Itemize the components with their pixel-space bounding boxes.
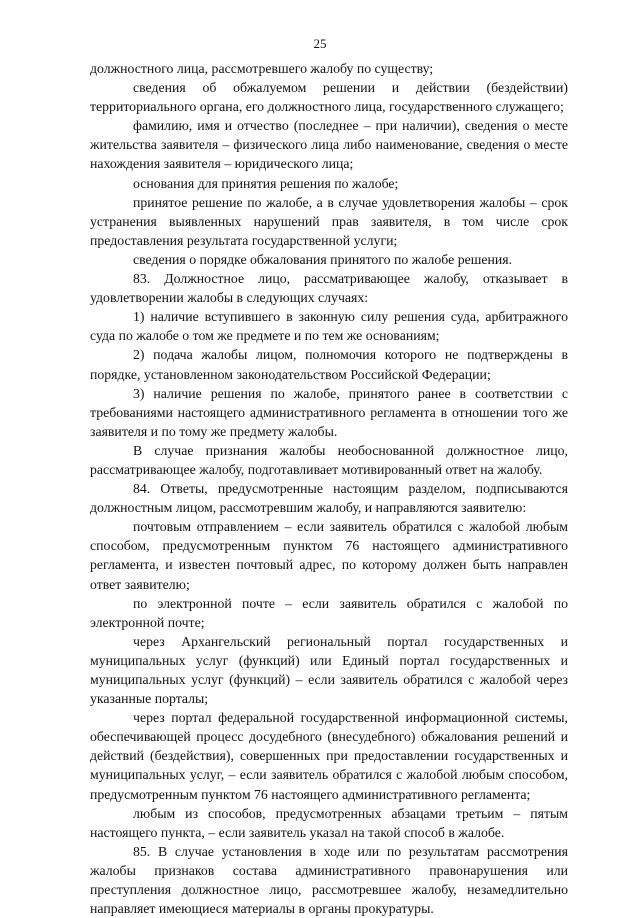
paragraph-postal: почтовым отправлением – если заявитель обратился с жалобой любым способом, предусмотренным пунктом 76 настоящего административного регламента, и известен почтовый адрес, по которому должен быть направлен ответ заявителю; — [90, 519, 568, 592]
paragraph-email: по электронной почте – если заявитель обратился с жалобой по электронной почте; — [90, 595, 568, 630]
paragraph-any-method: любым из способов, предусмотренных абзацами третьим – пятым настоящего пункта, – если заявитель указал на такой способ в жалобе. — [90, 805, 568, 840]
paragraph-portal: через Архангельский региональный портал государственных и муниципальных услуг (функций) или Единый портал государственных и муниципальных услуг (функций) – если заявитель обратился с жалобой через указанные порталы; — [90, 633, 568, 707]
paragraph-item-83-3: 3) наличие решения по жалобе, принятого ранее в соответствии с требованиями настоящего административного регламента в отношении того же заявителя и по тому же предмету жалобы. — [90, 385, 568, 439]
document-body — [90, 59, 568, 918]
paragraph-federal-portal: через портал федеральной государственной информационной системы, обеспечивающей процесс досудебного (внесудебного) обжалования решений и действий (бездействия), совершенных при предоставлении государственных и муниципальных услуг, – если заявитель обратился с жалобой любым способом, предусмотренным пунктом 76 настоящего административного регламента; — [90, 710, 568, 802]
paragraph-continuation: должностного лица, рассмотревшего жалобу по существу; — [90, 61, 434, 76]
page-number: 25 — [313, 36, 327, 51]
paragraph-item-85: 85. В случае установления в ходе или по результатам рассмотрения жалобы признаков состава административного правонарушения или преступления должностное лицо, рассмотревшее жалобу, незамедлительно направляет имеющиеся материалы в органы прокуратуры. — [90, 843, 568, 917]
paragraph-applicant-name: фамилию, имя и отчество (последнее – при наличии), сведения о месте жительства заявителя – физического лица либо наименование, сведения о месте нахождения заявителя – юридического лица; — [90, 118, 568, 172]
paragraph-item-83-2: 2) подача жалобы лицом, полномочия которого не подтверждены в порядке, установленном законодательством Российской Федерации; — [90, 347, 568, 382]
paragraph-unfounded-complaint: В случае признания жалобы необоснованной должностное лицо, рассматривающее жалобу, подготавливает мотивированный ответ на жалобу. — [90, 442, 568, 477]
paragraph-item-83-1: 1) наличие вступившего в законную силу решения суда, арбитражного суда по жалобе о том же предмете и по тем же основаниям; — [90, 309, 568, 344]
paragraph-item-83: 83. Должностное лицо, рассматривающее жалобу, отказывает в удовлетворении жалобы в следующих случаях: — [90, 271, 568, 306]
paragraph-item-84: 84. Ответы, предусмотренные настоящим разделом, подписываются должностным лицом, рассмотревшим жалобу, и направляются заявителю: — [90, 481, 568, 516]
paragraph-grounds: основания для принятия решения по жалобе; — [133, 175, 399, 191]
paragraph-appeal-procedure: сведения о порядке обжалования принятого по жалобе решения. — [133, 251, 513, 267]
paragraph-appealed-decision: сведения об обжалуемом решении и действии (бездействии) территориального органа, его должностного лица, государственного служащего; — [90, 80, 568, 115]
paragraph-decision: принятое решение по жалобе, а в случае удовлетворения жалобы – срок устранения выявленных нарушений прав заявителя, в том числе срок предоставления результата государственной услуги; — [90, 194, 568, 248]
